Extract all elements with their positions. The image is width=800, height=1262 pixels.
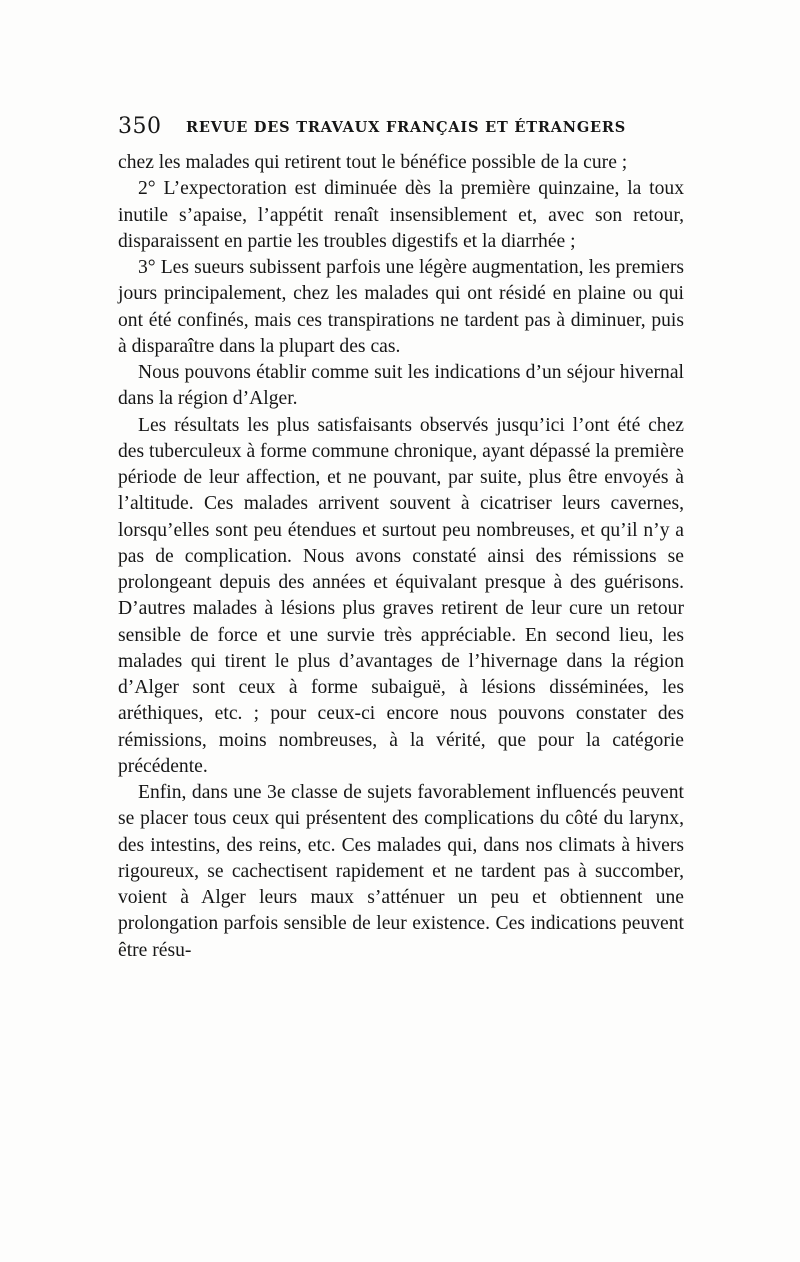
page-header bbox=[118, 114, 684, 144]
paragraph-indications-intro: Nous pouvons établir comme suit les indications d’un séjour hivernal dans la région d’Alger. bbox=[118, 362, 684, 410]
paragraph-expectoration: 2° L’expectoration est diminuée dès la première quinzaine, la toux inutile s’apaise, l’appétit renaît insensiblement et, avec son retour, disparaissent en partie les troubles digestifs et la diarrhée ; bbox=[118, 178, 684, 252]
page-number: 350 bbox=[118, 114, 162, 139]
running-title: REVUE DES TRAVAUX FRANÇAIS ET ÉTRANGERS bbox=[186, 119, 626, 136]
body-text bbox=[118, 150, 684, 964]
paragraph-enfin: Enfin, dans une 3e classe de sujets favorablement influencés peuvent se placer tous ceux qui présentent des complications du côté du larynx, des intestins, des reins, etc. Ces malades qui, dans nos climats à hivers rigoureux, se cachectisent rapidement et ne tardent pas à succomber, voient à Alger leurs maux s’atténuer un peu et obtiennent une prolongation parfois sensible de leur existence. Ces indications peuvent être résu- bbox=[118, 782, 684, 961]
paragraph-resultats: Les résultats les plus satisfaisants observés jusqu’ici l’ont été chez des tuberculeux à forme commune chronique, ayant dépassé la première période de leur affection, et ne pouvant, par suite, plus être envoyés à l’altitude. Ces malades arrivent souvent à cicatriser leurs cavernes, lorsqu’elles sont peu étendues et surtout peu nombreuses, et qu’il n’y a pas de complication. Nous avons constaté ainsi des rémissions se prolongeant depuis des années et équivalant presque à des guérisons. D’autres malades à lésions plus graves retirent de leur cure un retour sensible de force et une survie très appréciable. En second lieu, les malades qui tirent le plus d’avantages de l’hivernage dans la région d’Alger sont ceux à forme subaiguë, à lésions disséminées, les aréthiques, etc. ; pour ceux-ci encore nous pouvons constater des rémissions, moins nombreuses, à la vérité, que pour la catégorie précédente. bbox=[118, 414, 684, 777]
paragraph-cure-continuation: chez les malades qui retirent tout le bénéfice possible de la cure ; bbox=[118, 152, 628, 173]
paragraph-sueurs: 3° Les sueurs subissent parfois une légère augmentation, les premiers jours principalement, chez les malades qui ont résidé en plaine ou qui ont été confinés, mais ces transpirations ne tardent pas à diminuer, puis à disparaître dans la plupart des cas. bbox=[118, 257, 684, 357]
